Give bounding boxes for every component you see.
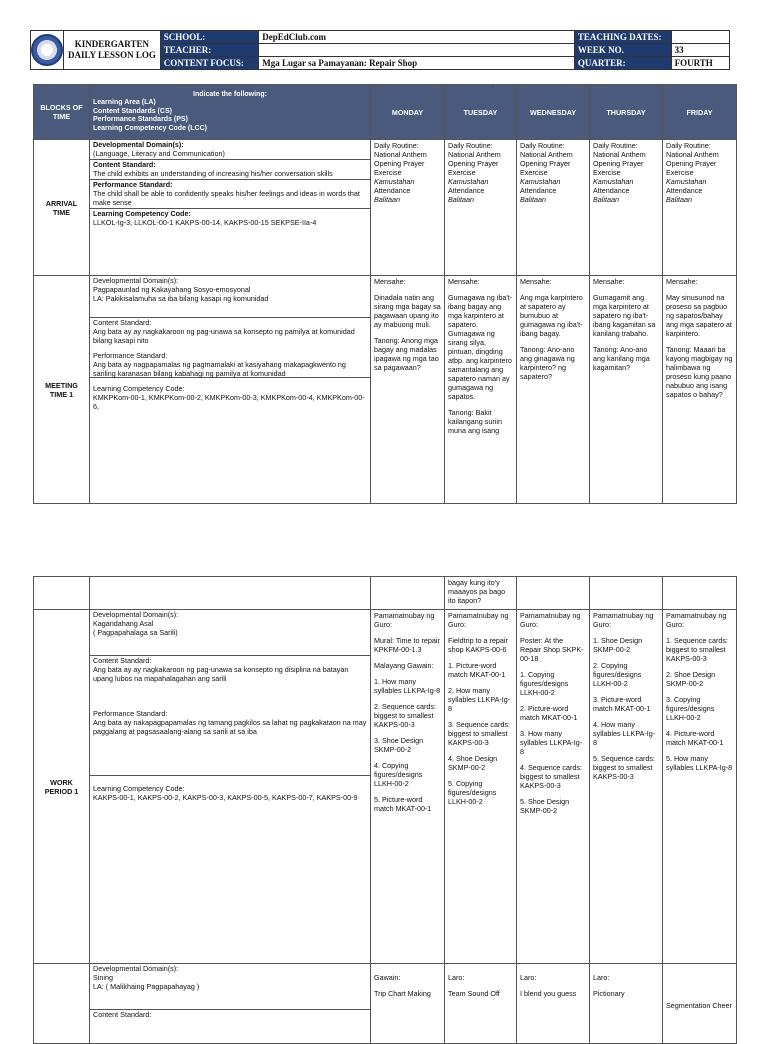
- thu-mensahe-label: Mensahe:: [593, 277, 625, 286]
- tue-item-6: 5. Copying figures/designs LLKH-00-2: [448, 779, 497, 806]
- work-cs-value: Ang bata ay ay nagkakaroon ng pag-unawa sa konsepto ng disiplina na batayan upang lubos na mapahalagahan ang sarili: [93, 665, 349, 683]
- thu-laro: Laro:: [593, 973, 610, 982]
- col-blocks: BLOCKS OF TIME: [34, 85, 90, 140]
- sining-tuesday: [445, 964, 517, 1044]
- pg-label: Pamamatnubay ng Guro:: [448, 611, 509, 629]
- arrival-cs-value: The child exhibits an understanding of increasing his/her conversation skills: [93, 169, 333, 178]
- sining-friday: [663, 964, 737, 1044]
- routine-lines: National Anthem Opening Prayer Exercise: [520, 150, 573, 177]
- routine-kamustahan: Kamustahan: [448, 177, 489, 186]
- arrival-ps-label: Performance Standard:: [93, 180, 173, 189]
- meeting-thursday: [590, 276, 663, 504]
- routine-balitaan: Balitaan: [593, 195, 619, 204]
- tue-item-1: Fieldtrip to a repair shop KAKPS-00-6: [448, 636, 508, 654]
- sining-standards: [90, 964, 371, 1044]
- mon-item-4: 2. Sequence cards: biggest to smallest KAKPS-00-3: [374, 702, 436, 729]
- tue-mensahe: Gumagawa ng iba't-ibang bagay ang mga karpintero at sapatero. Gumagawa ng sirang silya, pintuan, dingding atbp. ang karpintero samantalang ang sapatero naman ay gumagawa ng sapatos.: [448, 293, 513, 401]
- thu-mensahe: Gumagamit ang mga karpintero at sapatero ng iba't-ibang kagamitan sa kanilang trabaho.: [593, 293, 656, 338]
- work-block: WORK PERIOD 1: [34, 610, 90, 964]
- week-label: WEEK NO.: [574, 44, 671, 57]
- meeting-dd-la: LA: Pakikisalamuha sa iba bilang kasapi ng komunidad: [93, 294, 269, 303]
- cs-label: Content Standards (CS): [93, 107, 172, 115]
- arrival-row: [34, 140, 737, 276]
- mon-item-7: 5. Picture-word match MKAT-00-1: [374, 795, 432, 813]
- routine-title: Daily Routine:: [666, 141, 711, 150]
- meeting-dd-value: Pagpapaunlad ng Kakayahang Sosyo-emosyonal: [93, 285, 251, 294]
- fri-item-1: 1. Sequence cards: biggest to smallest KAKPS-00-3: [666, 636, 728, 663]
- routine-kamustahan: Kamustahan: [666, 177, 707, 186]
- work-thursday: [590, 610, 663, 964]
- sining-cs-label: Content Standard:: [93, 1010, 152, 1019]
- teacher-value: [259, 44, 575, 57]
- arrival-dd-label: Developmental Domain(s):: [93, 140, 184, 149]
- wed-laro: Laro:: [520, 973, 537, 982]
- routine-title: Daily Routine:: [448, 141, 493, 150]
- wed-item-5: 4. Sequence cards: biggest to smallest KAKPS-00-3: [520, 763, 582, 790]
- fri-mensahe: May sinusunod na proseso sa pagbuo ng sapatos/bahay ang mga sapatero at karpintero.: [666, 293, 732, 338]
- thu-item-3: 3. Picture-word match MKAT-00-1: [593, 695, 651, 713]
- meeting-friday: [663, 276, 737, 504]
- arrival-tuesday: [445, 140, 517, 276]
- wed-item-6: 5. Shoe Design SKMP-00-2: [520, 797, 570, 815]
- lesson-table-page2: [33, 576, 737, 1044]
- wed-item-2: 1. Copying figures/designs LLKH-00-2: [520, 670, 569, 697]
- work-dd-value2: ( Pagpapahalaga sa Sarili): [93, 628, 178, 637]
- arrival-standards: [90, 140, 371, 276]
- wed-mensahe: Ang mga karpintero at sapatero ay bumubuo at gumagawa ng iba't-ibang bagay.: [520, 293, 583, 338]
- pg-label: Pamamatnubay ng Guro:: [520, 611, 581, 629]
- sining-block: [34, 964, 90, 1044]
- routine-lines: National Anthem Opening Prayer Exercise: [448, 150, 501, 177]
- col-friday: FRIDAY: [663, 85, 737, 140]
- quarter-value: FOURTH: [671, 57, 729, 70]
- meeting-standards: [90, 276, 371, 504]
- thu-item-5: 5. Sequence cards: biggest to smallest KAKPS-00-3: [593, 754, 655, 781]
- meeting-row: [34, 276, 737, 504]
- sining-monday: [371, 964, 445, 1044]
- col-wednesday: WEDNESDAY: [517, 85, 590, 140]
- meeting-lcc-value: KMKPKom-00-1, KMKPKom-00-2, KMKPKom-00-3, KMKPKom-00-4, KMKPKom-00-6,: [93, 393, 365, 411]
- arrival-dd-value: (Language, Literacy and Communication): [93, 149, 225, 158]
- meeting-monday: [371, 276, 445, 504]
- work-dd-value: Kagandahang Asal: [93, 619, 154, 628]
- routine-attendance: Attendance: [520, 186, 557, 195]
- routine-kamustahan: Kamustahan: [374, 177, 415, 186]
- work-ps-label: Performance Standard:: [93, 709, 168, 718]
- teacher-label: TEACHER:: [160, 44, 258, 57]
- sining-wednesday: [517, 964, 590, 1044]
- lcc-label: Learning Competency Code (LCC): [93, 124, 207, 132]
- work-tuesday: [445, 610, 517, 964]
- school-label: SCHOOL:: [160, 31, 258, 44]
- stray-mark: ·: [492, 82, 495, 91]
- pg-label: Pamamatnubay ng Guro:: [593, 611, 654, 629]
- focus-label: CONTENT FOCUS:: [160, 57, 258, 70]
- routine-kamustahan: Kamustahan: [593, 177, 634, 186]
- routine-balitaan: Balitaan: [448, 195, 474, 204]
- indicate-label: Indicate the following:: [193, 90, 267, 98]
- col-monday: MONDAY: [371, 85, 445, 140]
- meeting-block: MEETING TIME 1: [34, 276, 90, 504]
- title-line2: DAILY LESSON LOG: [67, 50, 156, 60]
- work-monday: [371, 610, 445, 964]
- mon-item-6: 4. Copying figures/designs LLKH-00-2: [374, 761, 423, 788]
- wed-item-1: Poster: At the Repair Shop SKPK-00-18: [520, 636, 584, 663]
- sining-thursday: [590, 964, 663, 1044]
- mon-tanong: Tanong: Anong mga bagay ang madalas ipagawa ng mga tao sa pagawaan?: [374, 336, 439, 372]
- wed-item-3: 2. Picture-word match MKAT-00-1: [520, 704, 578, 722]
- arrival-lcc-value: LLKOL-Ig-3, LLKOL-00-1 KAKPS-00-14, KAKPS-00-15 SEKPSE-IIa-4: [93, 218, 317, 227]
- sining-dd-label: Developmental Domain(s):: [93, 964, 179, 973]
- routine-balitaan: Balitaan: [520, 195, 546, 204]
- tue-laro: Laro:: [448, 973, 465, 982]
- dates-label: TEACHING DATES:: [574, 31, 671, 44]
- col-tuesday: TUESDAY: [445, 85, 517, 140]
- arrival-cs-label: Content Standard:: [93, 160, 156, 169]
- tue-item-4: 3. Sequence cards: biggest to smallest KAKPS-00-3: [448, 720, 510, 747]
- tue-mensahe-label: Mensahe:: [448, 277, 480, 286]
- sining-row: [34, 964, 737, 1044]
- thu-tanong: Tanong: Ano-ano ang kanilang mga kagamitan?: [593, 345, 650, 372]
- lesson-table-page1: [33, 84, 737, 504]
- fri-item-2: 2. Shoe Design SKMP-00-2: [666, 670, 716, 688]
- wed-item-4: 3. How many syllables LLKPA-Ig-8: [520, 729, 583, 756]
- routine-title: Daily Routine:: [374, 141, 419, 150]
- routine-attendance: Attendance: [448, 186, 485, 195]
- tue-item-3: 2. How many syllables LLKPA-Ig-8: [448, 686, 511, 713]
- tue-tanong-continued: bagay kung ito'y maaayos pa bago ito itapon?: [445, 577, 517, 610]
- meeting-lcc-label: Learning Competency Code:: [93, 384, 185, 393]
- continuation-row: [34, 577, 737, 610]
- sining-dd-value: Sining: [93, 973, 113, 982]
- focus-value: Mga Lugar sa Pamayanan: Repair Shop: [259, 57, 575, 70]
- thu-item-1: 1. Shoe Design SKMP-00-2: [593, 636, 643, 654]
- mon-item-3: 1. How many syllables LLKPA-Ig-8: [374, 677, 441, 695]
- tue-item-5: 4. Shoe Design SKMP-00-2: [448, 754, 498, 772]
- arrival-monday: [371, 140, 445, 276]
- meeting-tuesday: [445, 276, 517, 504]
- school-value: DepEdClub.com: [259, 31, 575, 44]
- fri-mensahe-label: Mensahe:: [666, 277, 698, 286]
- routine-lines: National Anthem Opening Prayer Exercise: [593, 150, 646, 177]
- fri-item-4: 4. Picture-word match MKAT-00-1: [666, 729, 724, 747]
- wed-tanong: Tanong: Ano-ano ang ginagawa ng karpintero? ng sapatero?: [520, 345, 575, 381]
- fri-item-3: 3. Copying figures/designs LLKH-00-2: [666, 695, 715, 722]
- mon-gawain: Gawain:: [374, 973, 401, 982]
- col-indicate: [90, 85, 371, 140]
- quarter-label: QUARTER:: [574, 57, 671, 70]
- fri-tanong: Tanong: Maaari ba kayong magbigay ng halimbawa ng proseso kung paano nabubuo ang isang sapatos o bahay?: [666, 345, 733, 399]
- wed-activity: I blend you guess: [520, 989, 577, 998]
- mon-item-1: Mural: Time to repair KPKFM-00-1.3: [374, 636, 440, 654]
- fri-activity: Segmentation Cheer: [666, 1001, 732, 1010]
- work-row: [34, 610, 737, 964]
- routine-attendance: Attendance: [374, 186, 411, 195]
- meeting-cs-value: Ang bata ay ay nagkakaroon ng pag-unawa sa konsepto ng pamilya at komunidad bilang kasapi nito: [93, 327, 355, 345]
- routine-balitaan: Balitaan: [374, 195, 400, 204]
- meeting-ps-value: Ang bata ay nagpapamalas ng pagmamalaki at kasiyahang makapagkwento ng sariling karanasan bilang kabahagi ng pamilya at komunidad: [93, 360, 346, 378]
- header-title: [64, 31, 161, 70]
- routine-attendance: Attendance: [666, 186, 703, 195]
- tue-tanong: Tanong: Bakit kailangang suriin muna ang isang: [448, 408, 502, 435]
- header: [30, 30, 730, 72]
- routine-title: Daily Routine:: [520, 141, 565, 150]
- arrival-thursday: [590, 140, 663, 276]
- fri-item-5: 5. How many syllables LLKPA-Ig-8: [666, 754, 733, 772]
- work-standards: [90, 610, 371, 964]
- ps-label: Performance Standards (PS): [93, 116, 188, 124]
- deped-seal: [31, 31, 64, 70]
- arrival-friday: [663, 140, 737, 276]
- meeting-cs-label: Content Standard:: [93, 318, 152, 327]
- thu-item-2: 2. Copying figures/designs LLKH-00-2: [593, 661, 642, 688]
- pg-label: Pamamatnubay ng Guro:: [374, 611, 435, 629]
- work-lcc-label: Learning Competency Code:: [93, 784, 185, 793]
- work-ps-value: Ang bata ay nakapagpapamalas ng tamang pagkilos sa lahat ng pagkakataon na may paggalang at pagsasaalang-alang sa sarili at sa iba: [93, 718, 367, 736]
- work-wednesday: [517, 610, 590, 964]
- meeting-dd-label: Developmental Domain(s):: [93, 276, 179, 285]
- sining-dd-la: LA: ( Malikhaing Pagpapahayag ): [93, 982, 200, 991]
- work-lcc-value: KAKPS-00-1, KAKPS-00-2, KAKPS-00-3, KAKPS-00-5, KAKPS-00-7, KAKPS-00-9: [93, 793, 358, 802]
- wed-mensahe-label: Mensahe:: [520, 277, 552, 286]
- routine-attendance: Attendance: [593, 186, 630, 195]
- arrival-ps-value: The child shall be able to confidently speaks his/her feelings and ideas in words that make sense: [93, 189, 360, 207]
- routine-title: Daily Routine:: [593, 141, 638, 150]
- thu-item-4: 4. How many syllables LLKPA-Ig-8: [593, 720, 656, 747]
- mon-item-2: Malayang Gawain:: [374, 661, 434, 670]
- week-value: 33: [671, 44, 729, 57]
- title-line1: KINDERGARTEN: [74, 39, 149, 49]
- col-thursday: THURSDAY: [590, 85, 663, 140]
- arrival-lcc-label: Learning Competency Code:: [93, 209, 191, 218]
- routine-balitaan: Balitaan: [666, 195, 692, 204]
- work-cs-label: Content Standard:: [93, 656, 152, 665]
- dates-value: [671, 31, 729, 44]
- work-dd-label: Developmental Domain(s):: [93, 610, 179, 619]
- arrival-block: ARRIVAL TIME: [34, 140, 90, 276]
- pg-label: Pamamatnubay ng Guro:: [666, 611, 727, 629]
- meeting-ps-label: Performance Standard:: [93, 351, 168, 360]
- mon-activity: Trip Chart Making: [374, 989, 431, 998]
- routine-kamustahan: Kamustahan: [520, 177, 561, 186]
- la-label: Learning Area (LA): [93, 99, 156, 107]
- routine-lines: National Anthem Opening Prayer Exercise: [374, 150, 427, 177]
- mon-mensahe-label: Mensahe:: [374, 277, 406, 286]
- tue-item-2: 1. Picture-word match MKAT-00-1: [448, 661, 506, 679]
- routine-lines: National Anthem Opening Prayer Exercise: [666, 150, 719, 177]
- mon-mensahe: Dinadala natin ang sirang mga bagay sa pagawaan upang ito ay mabuong muli.: [374, 293, 441, 329]
- tue-activity: Team Sound Off: [448, 989, 500, 998]
- thu-activity: Pictionary: [593, 989, 625, 998]
- meeting-wednesday: [517, 276, 590, 504]
- arrival-wednesday: [517, 140, 590, 276]
- work-friday: [663, 610, 737, 964]
- mon-item-5: 3. Shoe Design SKMP-00-2: [374, 736, 424, 754]
